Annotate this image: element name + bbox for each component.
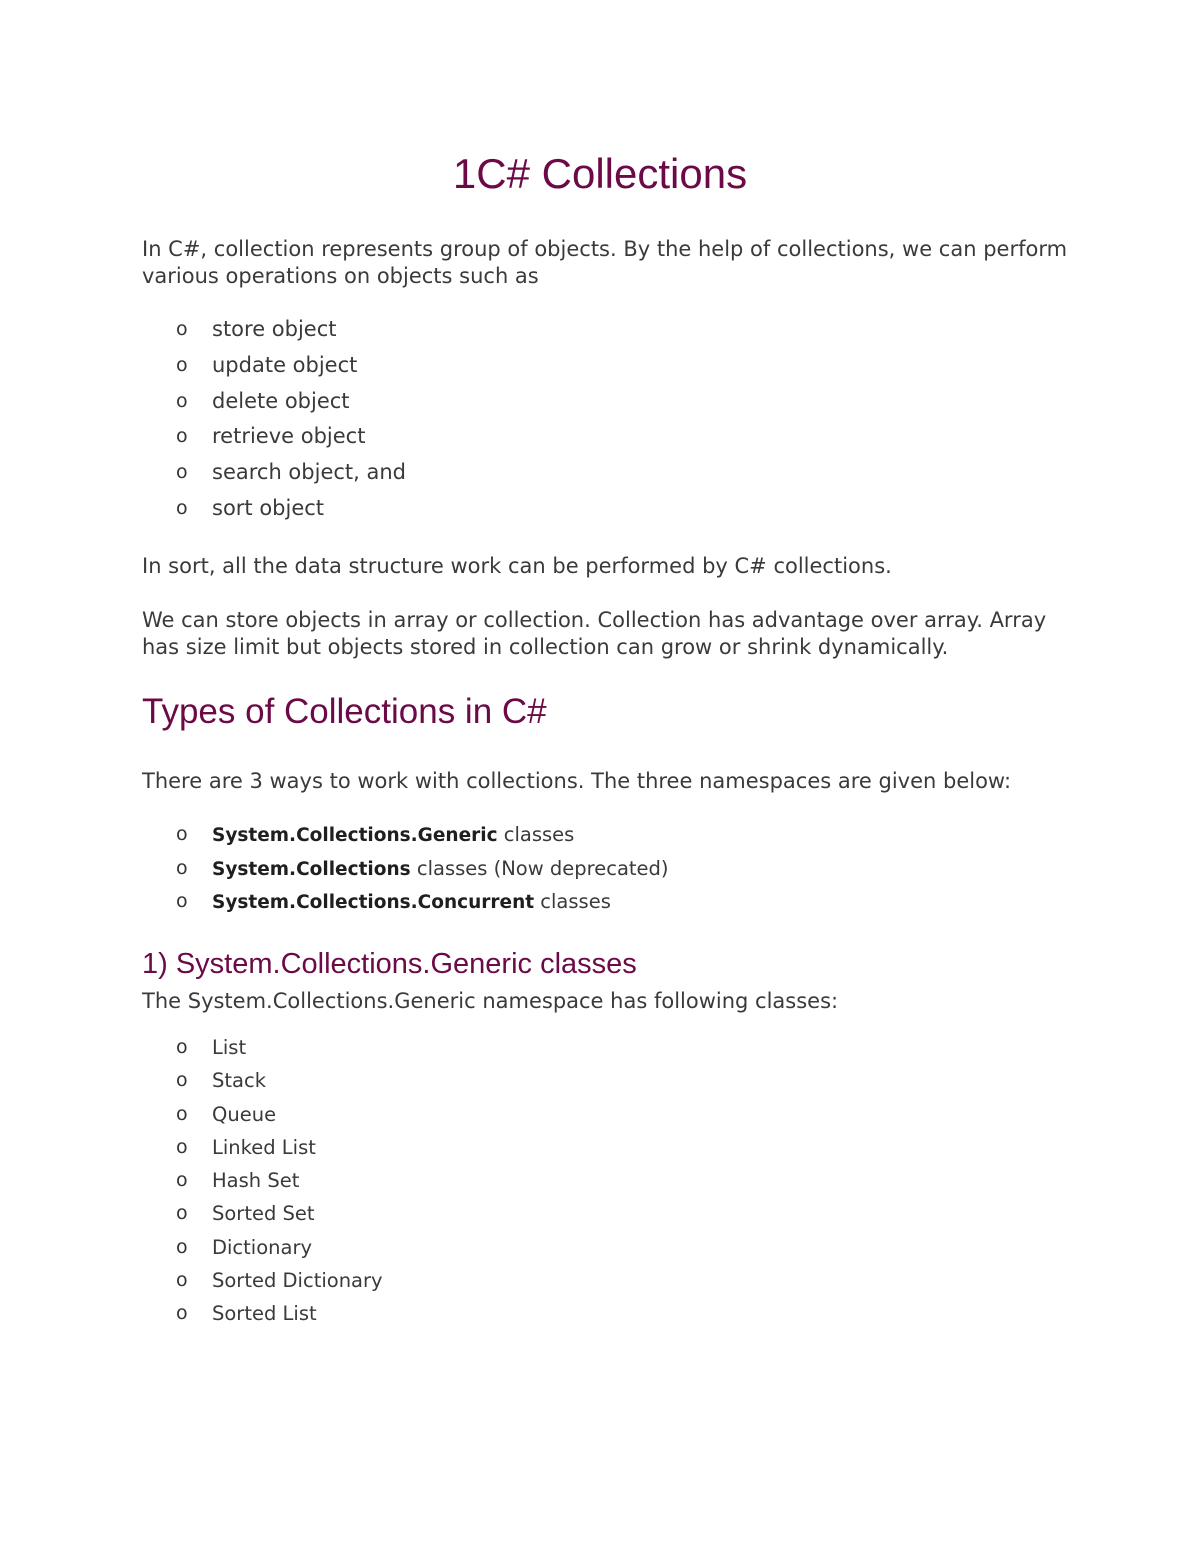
intro-paragraph: In C#, collection represents group of objects. By the help of collections, we can perform various operations on objects such as <box>142 237 1068 288</box>
namespace-list <box>0 821 669 922</box>
list-item: o Hash Set <box>176 1169 300 1193</box>
list-item: o System.Collections.Concurrent classes <box>176 890 611 913</box>
generic-classes-list <box>0 1034 383 1334</box>
bullet-icon: o <box>176 353 188 376</box>
list-item: o search object, and <box>176 460 407 485</box>
list-item: o Queue <box>176 1102 277 1126</box>
operations-list <box>0 316 406 531</box>
types-heading: Types of Collections in C# <box>142 692 547 731</box>
namespace-name: System.Collections.Concurrent <box>212 892 535 913</box>
bullet-icon: o <box>176 389 188 412</box>
bullet-icon: o <box>176 890 188 912</box>
bullet-icon: o <box>176 1069 188 1092</box>
summary-paragraph: In sort, all the data structure work can be performed by C# collections. <box>142 554 892 578</box>
list-item: o store object <box>176 317 337 341</box>
list-item: o Stack <box>176 1069 266 1093</box>
bullet-icon: o <box>176 1135 188 1158</box>
advantage-paragraph: We can store objects in array or collection. Collection has advantage over array. Array has size limit but objects stored in collection can grow or shrink dynamically. <box>142 608 1047 659</box>
namespace-name: System.Collections <box>212 858 411 880</box>
list-item: o sort object <box>176 495 325 520</box>
list-item: o System.Collections.Generic classes <box>176 823 575 846</box>
list-item: o List <box>176 1036 247 1059</box>
generic-heading: 1) System.Collections.Generic classes <box>142 948 637 980</box>
list-item: o Linked List <box>176 1135 316 1159</box>
list-item: o retrieve object <box>176 424 366 449</box>
bullet-icon: o <box>176 318 188 340</box>
types-intro-paragraph: There are 3 ways to work with collections. The three namespaces are given below: <box>142 769 1012 793</box>
bullet-icon: o <box>176 461 188 484</box>
bullet-icon: o <box>176 1036 188 1058</box>
bullet-icon: o <box>176 1202 188 1225</box>
list-item: o delete object <box>176 388 350 413</box>
bullet-icon: o <box>176 1302 188 1325</box>
namespace-name: System.Collections.Generic <box>212 825 498 846</box>
bullet-icon: o <box>176 1102 188 1125</box>
list-item: o update object <box>176 352 358 377</box>
list-item: o System.Collections classes (Now deprecated) <box>176 856 669 880</box>
bullet-icon: o <box>176 496 188 519</box>
list-item: o Sorted List <box>176 1302 317 1326</box>
generic-intro-paragraph: The System.Collections.Generic namespace has following classes: <box>142 989 839 1013</box>
list-item: o Sorted Dictionary <box>176 1269 383 1293</box>
page-title: 1C# Collections <box>452 150 748 197</box>
bullet-icon: o <box>176 856 188 879</box>
list-item: o Dictionary <box>176 1235 313 1259</box>
bullet-icon: o <box>176 1235 188 1258</box>
bullet-icon: o <box>176 1169 188 1192</box>
bullet-icon: o <box>176 1269 188 1292</box>
list-item: o Sorted Set <box>176 1202 315 1226</box>
bullet-icon: o <box>176 823 188 845</box>
bullet-icon: o <box>176 425 188 448</box>
